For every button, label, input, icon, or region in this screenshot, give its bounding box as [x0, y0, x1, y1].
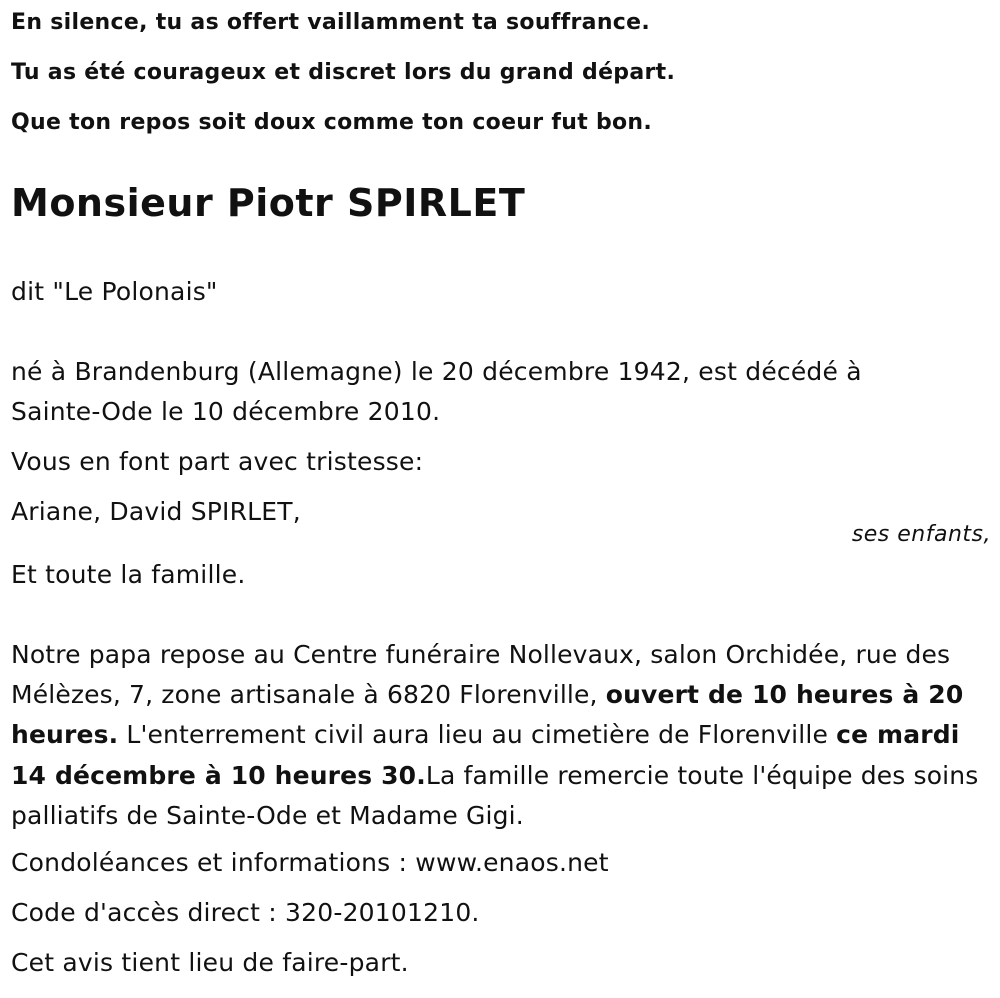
family-line: Et toute la famille. — [11, 560, 246, 589]
details-part-2: L'enterrement civil aura lieu au cimetière de Florenville — [118, 720, 837, 750]
condolences-line: Condoléances et informations : www.enaos.net — [11, 848, 609, 877]
children-names: Ariane, David SPIRLET, — [11, 497, 301, 526]
birth-death-line-2: Sainte-Ode le 10 décembre 2010. — [11, 397, 441, 426]
access-code-line: Code d'accès direct : 320-20101210. — [11, 898, 480, 927]
birth-death-line-1: né à Brandenburg (Allemagne) le 20 décembre 1942, est décédé à — [11, 357, 862, 386]
notice-line: Cet avis tient lieu de faire-part. — [11, 948, 409, 977]
details-part-3: La famille remercie toute l'équipe des soins palliatifs de Sainte-Ode et Madame Gigi. — [11, 760, 979, 830]
burial-date: ce mardi 14 décembre à 10 heures 30. — [11, 720, 960, 790]
deceased-name: Monsieur Piotr SPIRLET — [11, 181, 526, 225]
funeral-details — [11, 635, 986, 836]
verse-line-1: En silence, tu as offert vaillamment ta souffrance. — [11, 10, 651, 35]
details-part-1: Notre papa repose au Centre funéraire Nollevaux, salon Orchidée, rue des Mélèzes, 7, zone artisanale à 6820 Florenville, — [11, 640, 951, 710]
children-role: ses enfants, — [851, 522, 991, 547]
nickname: dit "Le Polonais" — [11, 277, 218, 306]
visiting-hours: ouvert de 10 heures à 20 heures. — [11, 680, 964, 750]
verse-line-2: Tu as été courageux et discret lors du grand départ. — [11, 60, 676, 85]
announcement-intro: Vous en font part avec tristesse: — [11, 447, 424, 476]
verse-line-3: Que ton repos soit doux comme ton coeur fut bon. — [11, 110, 653, 135]
